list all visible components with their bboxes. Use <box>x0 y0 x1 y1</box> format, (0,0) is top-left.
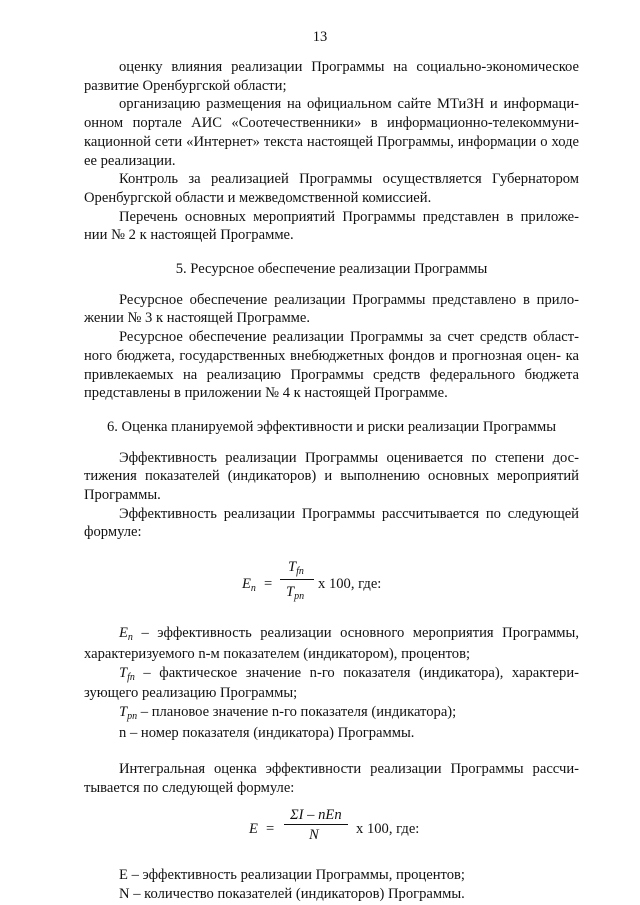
text-line: характеризуемого n-м показателем (индикатором), процентов; <box>84 645 471 662</box>
fraction-line <box>284 824 348 825</box>
formula-numerator: $T_{fn}$ <box>288 559 304 578</box>
formula-numerator: ΣI – nEn <box>290 806 342 823</box>
page-number: 13 <box>312 29 328 45</box>
text-line: жении № 3 к настоящей Программе. <box>84 310 311 327</box>
page-content <box>84 58 579 903</box>
text-line: Ресурсное обеспечение реализации Программы за счет средств област- <box>119 329 579 346</box>
text-line: Интегральная оценка эффективности реализации Программы рассчи- <box>119 761 579 778</box>
section-6-heading: 6. Оценка планируемой эффективности и риски реализации Программы <box>106 418 557 435</box>
text-line: – плановое значение n-го показателя (индикатора); <box>137 703 457 720</box>
paragraph-formula-intro <box>84 505 579 542</box>
text-line: Эффективность реализации Программы оценивается по степени дос- <box>119 449 579 466</box>
text-line: онном портале АИС «Соотечественники» в информационно-телекоммуни- <box>84 115 579 132</box>
formula-lhs: $E_n$ <box>242 576 256 595</box>
text-line: нии № 2 к настоящей Программе. <box>84 227 294 244</box>
paragraph-effect-assessment <box>84 58 579 95</box>
text-line: оценку влияния реализации Программы на социально-экономическое <box>119 59 579 75</box>
text-line: Оренбургской области и межведомственной комиссией. <box>84 189 432 206</box>
formula-tail: х 100, где: <box>356 820 420 837</box>
paragraph-resource-appendix-4 <box>84 328 579 403</box>
text-line: Программы. <box>84 487 161 504</box>
paragraph-resource-appendix-3 <box>84 291 579 328</box>
text-line: – фактическое значение n-го показателя (индикатора), характери- <box>134 664 579 681</box>
text-line: Перечень основных мероприятий Программы представлен в приложе- <box>119 208 579 225</box>
text-line: тижения показателей (индикаторов) и выполнению основных мероприятий <box>84 468 579 485</box>
paragraph-integral-assessment <box>84 760 579 797</box>
formula-equals: = <box>266 820 275 837</box>
text-line: Контроль за реализацией Программы осуществляется Губернатором <box>119 171 579 188</box>
text-line: организацию размещения на официальном сайте МТиЗН и информаци- <box>119 96 579 113</box>
text-line: n – номер показателя (индикатора) Программы. <box>119 724 415 741</box>
formula-integral <box>84 806 579 854</box>
text-line: ного бюджета, государственных внебюджетных фондов и прогнозная оцен- <box>84 347 561 364</box>
text-line: развитие Оренбургской области; <box>84 77 287 94</box>
definition-en: $E_n$ – эффективность реализации основного мероприятия Программы, характеризуемого n-м показателем (индикатором), процентов; <box>84 625 579 662</box>
text-line: Эффективность реализации Программы рассчитывается по следующей <box>119 505 579 522</box>
definition-tpn: $T_{pn}$ – плановое значение n-го показателя (индикатора); <box>119 703 457 722</box>
fraction-line <box>280 579 314 580</box>
text-line: представлены в приложении № 4 к настоящей Программе. <box>84 385 448 402</box>
formula-denominator: N <box>309 826 319 843</box>
paragraph-measures-list <box>84 208 579 245</box>
section-5-heading: 5. Ресурсное обеспечение реализации Программы <box>175 261 488 278</box>
paragraph-website-publication <box>84 95 579 170</box>
text-line: ка привлекаемых на реализацию Программы средств федерального бюджета <box>84 347 579 383</box>
formula-lhs: E <box>249 820 258 837</box>
formula-equals: = <box>264 576 273 593</box>
definition-tfn: $T_{fn}$ – фактическое значение n-го показателя (индикатора), характери- зующего реализацию Программы; <box>84 664 579 702</box>
paragraph-effectiveness-assessment <box>84 449 579 505</box>
text-line: – эффективность реализации основного мероприятия Программы, <box>132 625 579 642</box>
definition-n <box>84 724 579 743</box>
text-line: Ресурсное обеспечение реализации Программы представлено в прило- <box>119 291 579 308</box>
text-line: формуле: <box>84 524 142 541</box>
formula-tail: х 100, где: <box>318 576 382 593</box>
formula-effectiveness <box>84 558 579 612</box>
text-line: тывается по следующей формуле: <box>84 780 295 797</box>
paragraph-control <box>84 170 579 207</box>
definition-e-total: Е – эффективность реализации Программы, процентов; <box>119 866 465 883</box>
text-line: зующего реализацию Программы; <box>84 685 298 702</box>
formula-denominator: $T_{pn}$ <box>286 584 305 603</box>
text-line: ходе ее реализации. <box>84 133 579 169</box>
text-line: кационной сети «Интернет» текста настоящей Программы, информации о <box>84 133 548 150</box>
definition-n-count: N – количество показателей (индикаторов) Программы. <box>119 885 465 902</box>
